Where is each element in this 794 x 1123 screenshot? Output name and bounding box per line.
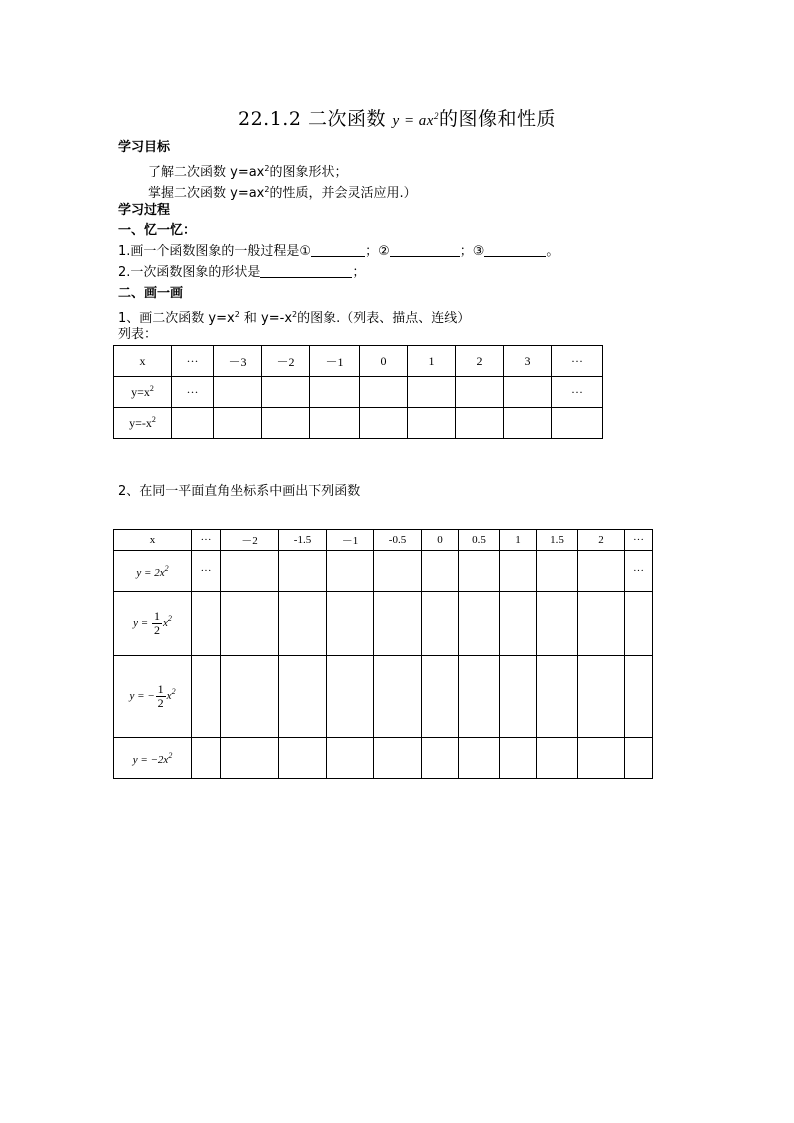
table-header-cell: ··· xyxy=(625,530,653,551)
row-label-exp: 2 xyxy=(168,750,173,760)
recall-question-2 xyxy=(118,264,365,282)
table-row xyxy=(114,592,653,656)
fraction-numerator: 1 xyxy=(153,609,160,623)
table-cell[interactable] xyxy=(327,656,374,738)
table-header-cell: 3 xyxy=(504,346,552,377)
table-cell[interactable] xyxy=(408,377,456,408)
table-cell[interactable] xyxy=(192,592,221,656)
row-label-y-neg-2x2 xyxy=(114,738,192,779)
table-cell[interactable] xyxy=(625,738,653,779)
title-formula-exp: 2 xyxy=(433,111,439,121)
goals-heading: 学习目标 xyxy=(118,140,171,155)
table-cell[interactable] xyxy=(374,656,422,738)
table-cell[interactable] xyxy=(422,592,459,656)
row-label-exp: 2 xyxy=(167,614,172,624)
page-title xyxy=(0,104,794,131)
row-label-y-neg-x2 xyxy=(114,408,172,439)
recall-q2-text: 2.一次函数图象的形状是 xyxy=(118,265,261,280)
goal-item-1 xyxy=(148,160,348,182)
table-cell[interactable] xyxy=(578,656,625,738)
table-cell[interactable] xyxy=(221,656,279,738)
draw-q1-mid: 和 y=-x xyxy=(239,311,293,326)
table-cell[interactable] xyxy=(459,592,500,656)
table-cell: ··· xyxy=(552,377,603,408)
table-cell[interactable] xyxy=(537,738,578,779)
table-header-cell: -1.5 xyxy=(279,530,327,551)
row-label-exp: 2 xyxy=(171,687,176,697)
recall-q1-sep3: ；③ xyxy=(459,244,485,259)
table-cell[interactable] xyxy=(537,551,578,592)
table-cell[interactable] xyxy=(192,738,221,779)
table-cell[interactable] xyxy=(578,551,625,592)
row-label-y-half-x2 xyxy=(114,592,192,656)
table-header-cell: ··· xyxy=(172,346,214,377)
fraction xyxy=(156,683,166,710)
table-header-cell: -0.5 xyxy=(374,530,422,551)
table-cell[interactable] xyxy=(500,592,537,656)
title-formula xyxy=(393,113,439,129)
answer-blank[interactable] xyxy=(390,244,460,257)
table-header-cell: ··· xyxy=(552,346,603,377)
title-prefix: 22.1.2 二次函数 xyxy=(238,108,386,130)
draw-q1-exp2: 2 xyxy=(292,310,298,319)
table-cell[interactable] xyxy=(422,738,459,779)
table-cell[interactable] xyxy=(578,592,625,656)
table-cell[interactable] xyxy=(327,592,374,656)
table-header-cell: －3 xyxy=(214,346,262,377)
table-cell[interactable] xyxy=(408,408,456,439)
table-header-cell: x xyxy=(114,530,192,551)
table-header-cell: 0 xyxy=(422,530,459,551)
goal-2-exp: 2 xyxy=(264,185,270,194)
table-cell[interactable] xyxy=(459,656,500,738)
recall-q1-sep2: ；② xyxy=(365,244,390,259)
table-cell[interactable] xyxy=(459,551,500,592)
table-header-cell: －2 xyxy=(221,530,279,551)
table-header-cell: －1 xyxy=(327,530,374,551)
answer-blank[interactable] xyxy=(260,265,352,278)
table-header-cell: ··· xyxy=(192,530,221,551)
table-header-cell: －1 xyxy=(310,346,360,377)
row-label-base: y = xyxy=(133,617,151,630)
table-header-cell: 0.5 xyxy=(459,530,500,551)
table-cell[interactable] xyxy=(374,592,422,656)
row-label-base: y = − xyxy=(129,690,155,703)
draw-question-2: 2、在同一平面直角坐标系中画出下列函数 xyxy=(118,484,361,499)
table-cell[interactable] xyxy=(374,551,422,592)
table-cell[interactable] xyxy=(279,592,327,656)
recall-q1-text: 1.画一个函数图象的一般过程是① xyxy=(118,244,312,259)
draw-heading: 二、画一画 xyxy=(118,286,184,301)
table-cell[interactable] xyxy=(214,408,262,439)
title-formula-base: y = ax xyxy=(392,113,434,129)
fraction xyxy=(152,610,162,637)
recall-heading: 一、忆一忆： xyxy=(118,223,197,238)
table-row xyxy=(114,530,653,551)
goal-2-post: 的性质，并会灵活应用.） xyxy=(269,186,417,201)
recall-question-1 xyxy=(118,243,559,261)
table-cell[interactable] xyxy=(374,738,422,779)
table-cell[interactable] xyxy=(578,738,625,779)
table-cell[interactable] xyxy=(172,408,214,439)
list-label: 列表： xyxy=(118,327,158,342)
table-header-cell: 1 xyxy=(408,346,456,377)
row-label-y-neg-half-x2 xyxy=(114,656,192,738)
table-row xyxy=(114,551,653,592)
table-cell[interactable] xyxy=(279,656,327,738)
table-row xyxy=(114,346,603,377)
table-cell[interactable] xyxy=(221,592,279,656)
row-label-exp: 2 xyxy=(164,563,169,573)
table-cell[interactable] xyxy=(504,408,552,439)
table-cell[interactable] xyxy=(552,408,603,439)
table-header-cell: 0 xyxy=(360,346,408,377)
answer-blank[interactable] xyxy=(311,244,365,257)
table-row xyxy=(114,738,653,779)
table-cell[interactable] xyxy=(279,738,327,779)
table-cell[interactable] xyxy=(360,377,408,408)
goal-item-2 xyxy=(148,181,417,203)
fraction-denominator: 2 xyxy=(157,696,164,710)
table-cell[interactable] xyxy=(192,656,221,738)
draw-q1-pre: 1、画二次函数 y=x xyxy=(118,311,235,326)
table-cell[interactable] xyxy=(327,738,374,779)
table-row xyxy=(114,656,653,738)
table-header-cell: 2 xyxy=(456,346,504,377)
table-cell[interactable] xyxy=(459,738,500,779)
table-cell[interactable] xyxy=(500,551,537,592)
table-cell: ··· xyxy=(625,551,653,592)
goal-1-pre: 了解二次函数 y=ax xyxy=(148,165,265,180)
table-row xyxy=(114,408,603,439)
value-table-1 xyxy=(113,345,603,439)
row-label-base: y=x xyxy=(131,385,150,399)
table-cell[interactable] xyxy=(456,377,504,408)
value-table-2 xyxy=(113,529,653,779)
table-cell[interactable] xyxy=(360,408,408,439)
goal-2-pre: 掌握二次函数 y=ax xyxy=(148,186,265,201)
table-cell[interactable] xyxy=(537,592,578,656)
fraction-denominator: 2 xyxy=(153,623,160,637)
table-header-cell: x xyxy=(114,346,172,377)
table-cell: ··· xyxy=(172,377,214,408)
table-header-cell: 1 xyxy=(500,530,537,551)
goal-1-exp: 2 xyxy=(264,164,270,173)
title-suffix: 的图像和性质 xyxy=(438,108,556,130)
row-label-exp: 2 xyxy=(151,415,156,424)
draw-q1-exp1: 2 xyxy=(234,310,240,319)
table-cell[interactable] xyxy=(262,408,310,439)
table-cell[interactable] xyxy=(214,377,262,408)
table-cell[interactable] xyxy=(625,656,653,738)
recall-q1-end: 。 xyxy=(546,244,560,259)
row-label-base: y = −2x xyxy=(132,753,169,766)
row-label-var: x xyxy=(162,617,168,630)
table-cell[interactable] xyxy=(221,738,279,779)
table-cell[interactable] xyxy=(262,377,310,408)
row-label-base: y=-x xyxy=(129,416,152,430)
table-cell[interactable] xyxy=(500,738,537,779)
table-cell[interactable] xyxy=(327,551,374,592)
recall-q2-end: ； xyxy=(352,265,366,280)
row-label-y-2x2 xyxy=(114,551,192,592)
table-cell[interactable] xyxy=(279,551,327,592)
table-cell: ··· xyxy=(192,551,221,592)
table-header-cell: 2 xyxy=(578,530,625,551)
answer-blank[interactable] xyxy=(484,244,546,257)
row-label-base: y = 2x xyxy=(136,566,165,579)
table-cell[interactable] xyxy=(625,592,653,656)
table-cell[interactable] xyxy=(310,377,360,408)
table-cell[interactable] xyxy=(422,656,459,738)
draw-q1-post: 的图象.（列表、描点、连线） xyxy=(297,311,471,326)
table-row xyxy=(114,377,603,408)
table-header-cell: －2 xyxy=(262,346,310,377)
process-heading: 学习过程 xyxy=(118,203,171,218)
row-label-var: x xyxy=(166,690,172,703)
table-cell[interactable] xyxy=(221,551,279,592)
goal-1-post: 的图象形状； xyxy=(269,165,348,180)
draw-question-1 xyxy=(118,306,470,328)
fraction-numerator: 1 xyxy=(157,682,164,696)
table-header-cell: 1.5 xyxy=(537,530,578,551)
table-cell[interactable] xyxy=(456,408,504,439)
table-cell[interactable] xyxy=(310,408,360,439)
row-label-exp: 2 xyxy=(149,384,154,393)
table-cell[interactable] xyxy=(537,656,578,738)
row-label-y-x2 xyxy=(114,377,172,408)
table-cell[interactable] xyxy=(504,377,552,408)
table-cell[interactable] xyxy=(500,656,537,738)
table-cell[interactable] xyxy=(422,551,459,592)
